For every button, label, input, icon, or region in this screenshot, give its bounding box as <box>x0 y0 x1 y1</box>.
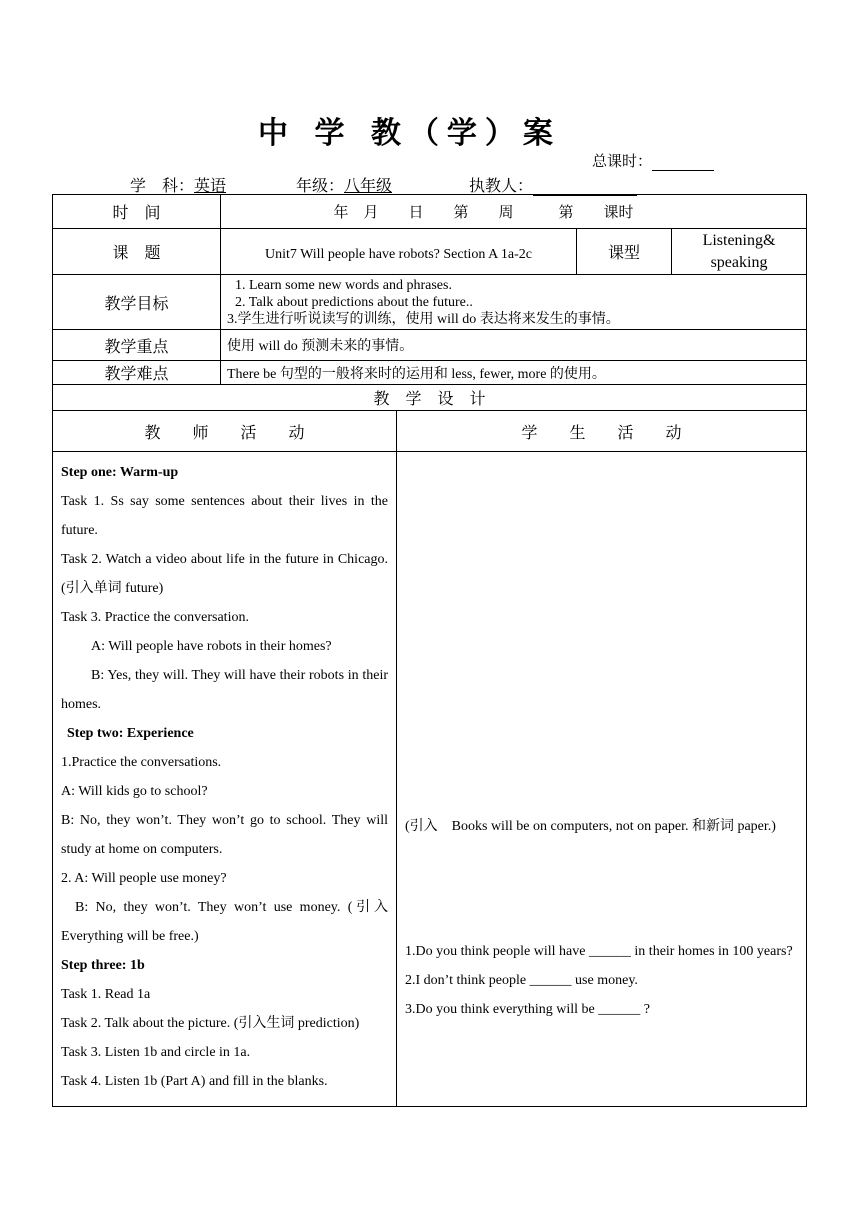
subject-label: 学 科： <box>130 178 195 195</box>
topic-label: 课 题 <box>53 229 221 275</box>
total-lessons <box>592 150 714 171</box>
type-value-line2: speaking <box>710 253 768 271</box>
subject-field <box>130 173 226 196</box>
step-three-heading: Step three: 1b <box>61 958 145 973</box>
warmup-task-3: Task 3. Practice the conversation. <box>61 610 249 625</box>
topic-value: Unit7 Will people have robots? Section A 1a-2c <box>221 229 577 275</box>
goal-item-2: 2. Talk about predictions about the future.. <box>235 294 473 310</box>
student-question-1: 1.Do you think people will have ______ in their homes in 100 years? <box>405 944 793 959</box>
grade-label: 年级： <box>296 178 345 195</box>
total-blank[interactable] <box>652 156 714 171</box>
experience-item-1-b: B: No, they won’t. They won’t go to school. They will study at home on computers. <box>61 813 388 857</box>
lesson-plan-table <box>52 194 807 1107</box>
key-value: 使用 will do 预测未来的事情。 <box>221 330 807 361</box>
key-label: 教学重点 <box>53 330 221 361</box>
teacher-field <box>469 173 637 196</box>
student-note: (引入 Books will be on computers, not on paper. 和新词 paper.) <box>405 819 776 834</box>
teacher-activity-cell <box>53 452 397 1107</box>
warmup-task-3-a: A: Will people have robots in their homes? <box>91 639 332 654</box>
teacher-activity-heading: 教 师 活 动 <box>53 411 397 452</box>
experience-item-1: 1.Practice the conversations. <box>61 755 222 770</box>
step-two-heading: Step two: Experience <box>67 726 194 741</box>
warmup-task-1: Task 1. Ss say some sentences about their lives in the future. <box>61 494 388 538</box>
step3-task-4: Task 4. Listen 1b (Part A) and fill in the blanks. <box>61 1074 328 1089</box>
step3-task-3: Task 3. Listen 1b and circle in 1a. <box>61 1045 251 1060</box>
goal-label: 教学目标 <box>53 275 221 330</box>
experience-item-1-a: A: Will kids go to school? <box>61 784 208 799</box>
student-question-3: 3.Do you think everything will be ______ ? <box>405 1002 650 1017</box>
warmup-task-3-b: B: Yes, they will. They will have their robots in their homes. <box>61 668 388 712</box>
difficulty-value: There be 句型的一般将来时的运用和 less, fewer, more 的使用。 <box>221 361 807 385</box>
goal-item-1: 1. Learn some new words and phrases. <box>235 277 452 293</box>
difficulty-label: 教学难点 <box>53 361 221 385</box>
student-spacer <box>405 841 798 937</box>
goal-item-3: 3.学生进行听说读写的训练，使用 will do 表达将来发生的事情。 <box>227 311 620 327</box>
teacher-label: 执教人： <box>469 178 534 195</box>
total-label: 总课时： <box>592 154 653 170</box>
warmup-task-2: Task 2. Watch a video about life in the future in Chicago. (引入单词 future) <box>61 552 388 596</box>
time-label: 时 间 <box>53 195 221 229</box>
grade-value: 八年级 <box>344 178 393 195</box>
page-title: 中 学 教（学）案 <box>258 116 561 151</box>
step3-task-2: Task 2. Talk about the picture. (引入生词 prediction) <box>61 1016 360 1031</box>
goal-value <box>221 275 807 330</box>
step3-task-1: Task 1. Read 1a <box>61 987 151 1002</box>
step-one-heading: Step one: Warm-up <box>61 465 179 480</box>
grade-field <box>296 173 392 196</box>
type-value <box>672 229 807 275</box>
experience-item-2-b: B: No, they won’t. They won’t use money. (引入 Everything will be free.) <box>61 900 388 944</box>
time-value: 年 月 日 第 周 第 课时 <box>221 195 807 229</box>
student-activity-heading: 学 生 活 动 <box>397 411 807 452</box>
subject-value: 英语 <box>194 178 227 195</box>
student-activity-cell <box>397 452 807 1107</box>
design-heading: 教 学 设 计 <box>53 385 807 411</box>
type-label: 课型 <box>577 229 672 275</box>
student-question-2: 2.I don’t think people ______ use money. <box>405 973 638 988</box>
type-value-line1: Listening& <box>702 231 776 249</box>
experience-item-2-a: 2. A: Will people use money? <box>61 871 227 886</box>
